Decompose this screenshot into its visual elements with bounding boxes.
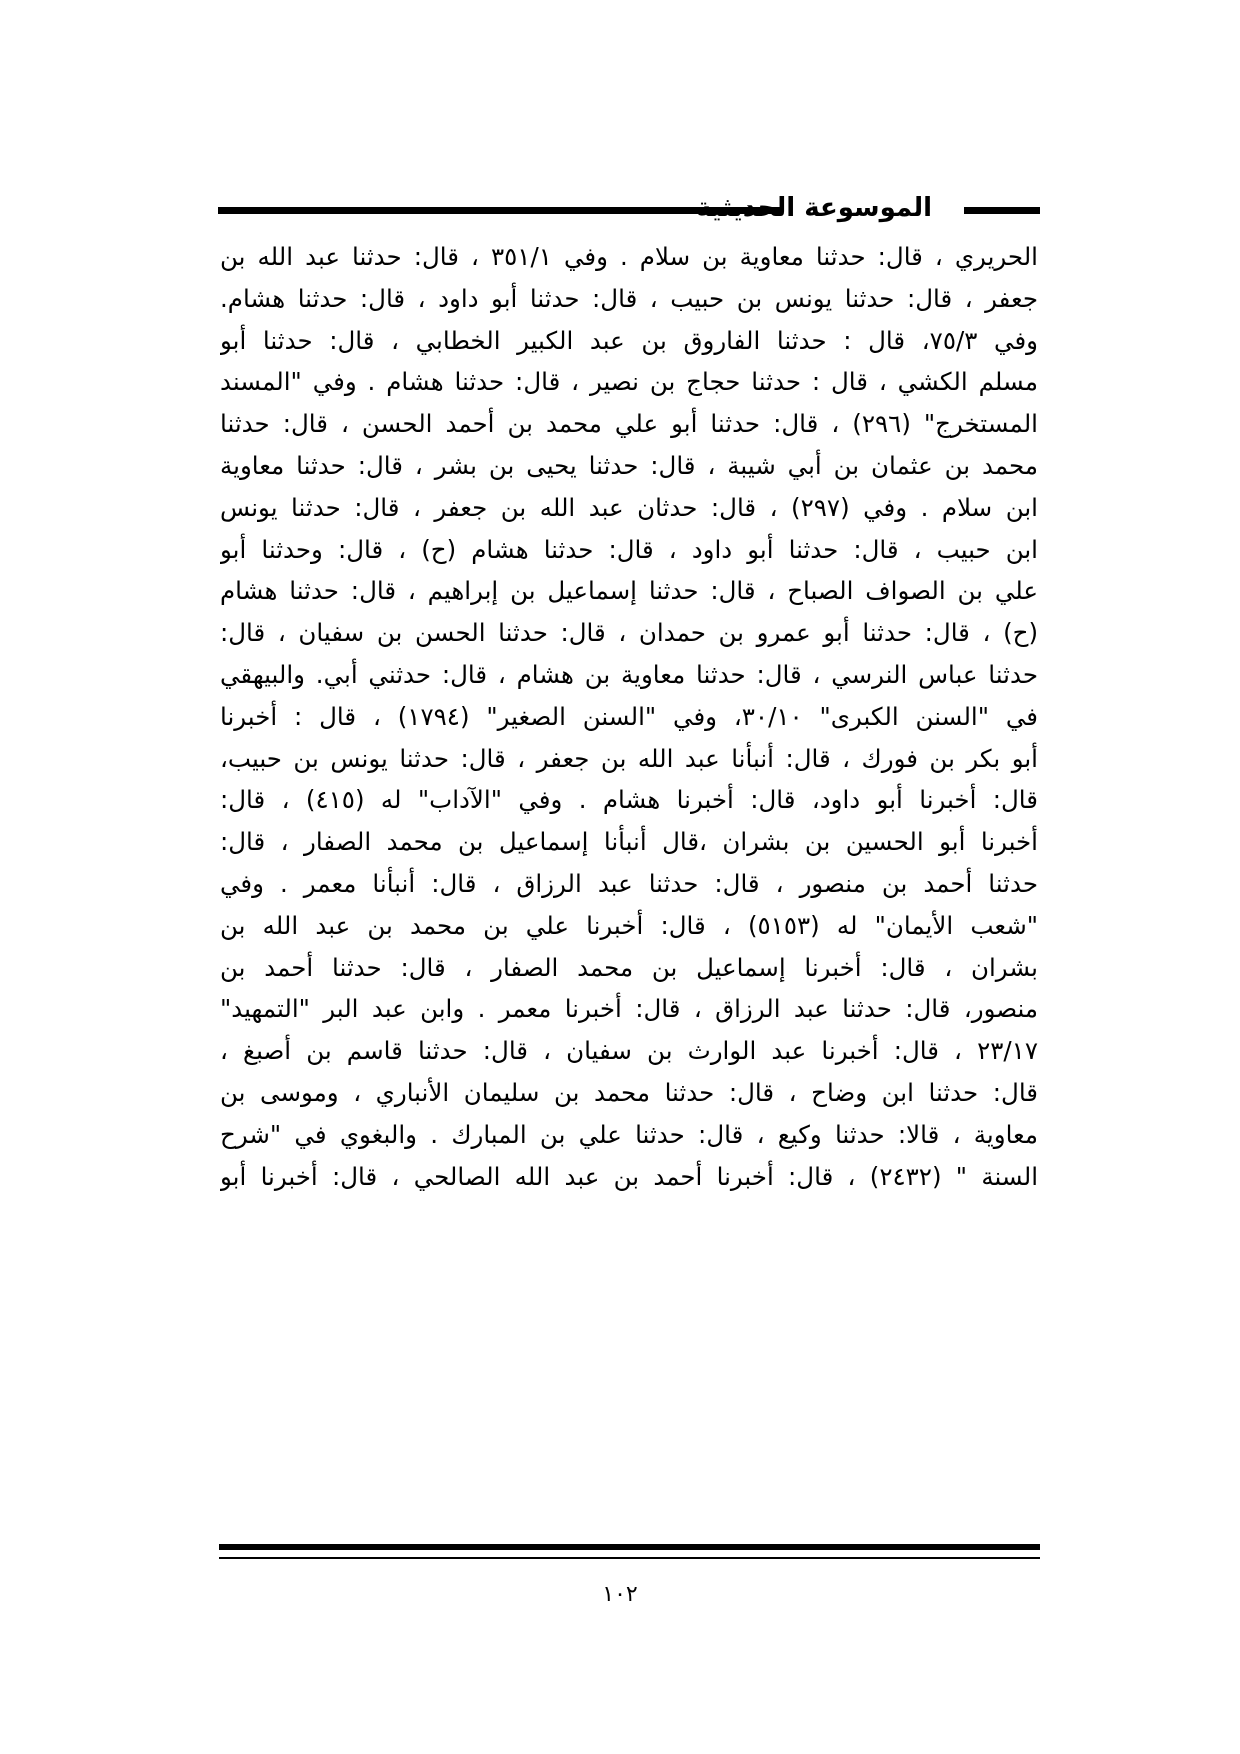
text-line: جعفر ، قال: حدثنا يونس بن حبيب ، قال: حدثنا أبو داود ، قال: حدثنا هشام. <box>220 283 1038 313</box>
text-line: علي بن الصواف الصباح ، قال: حدثنا إسماعيل بن إبراهيم ، قال: حدثنا هشام <box>220 576 1038 606</box>
text-line: السنة " (٢٤٣٢) ، قال: أخبرنا أحمد بن عبد الله الصالحي ، قال: أخبرنا أبو <box>220 1161 1038 1191</box>
text-line: في "السنن الكبرى" ٣٠/١٠، وفي "السنن الصغير" (١٧٩٤) ، قال : أخبرنا <box>220 701 1038 731</box>
text-line: محمد بن عثمان بن أبي شيبة ، قال: حدثنا يحيى بن بشر ، قال: حدثنا معاوية <box>220 450 1038 480</box>
text-line: ٢٣/١٧ ، قال: أخبرنا عبد الوارث بن سفيان ، قال: حدثنا قاسم بن أصبغ ، <box>220 1036 1038 1066</box>
text-line: مسلم الكشي ، قال : حدثنا حجاج بن نصير ، قال: حدثنا هشام . وفي "المسند <box>220 367 1038 397</box>
text-line: "شعب الأيمان" له (٥١٥٣) ، قال: أخبرنا علي بن محمد بن عبد الله بن <box>220 910 1038 940</box>
text-line: ابن حبيب ، قال: حدثنا أبو داود ، قال: حدثنا هشام (ح) ، قال: وحدثنا أبو <box>220 534 1038 564</box>
text-line: أبو بكر بن فورك ، قال: أنبأنا عبد الله بن جعفر ، قال: حدثنا يونس بن حبيب، <box>220 743 1038 773</box>
text-line: معاوية ، قالا: حدثنا وكيع ، قال: حدثنا علي بن المبارك . والبغوي في "شرح <box>220 1119 1038 1149</box>
text-line: بشران ، قال: أخبرنا إسماعيل بن محمد الصفار ، قال: حدثنا أحمد بن <box>220 952 1038 982</box>
text-line: الحريري ، قال: حدثنا معاوية بن سلام . وفي ٣٥١/١ ، قال: حدثنا عبد الله بن <box>220 242 1038 271</box>
text-line: ابن سلام . وفي (٢٩٧) ، قال: حدثان عبد الله بن جعفر ، قال: حدثنا يونس <box>220 492 1038 522</box>
page-number: ١٠٢ <box>602 1582 638 1607</box>
text-line: منصور، قال: حدثنا عبد الرزاق ، قال: أخبرنا معمر . وابن عبد البر "التمهيد" <box>220 994 1038 1024</box>
footer-rule-thin <box>219 1557 1040 1559</box>
page-title: الموسوعة الحديثية <box>695 193 932 223</box>
text-line: حدثنا عباس النرسي ، قال: حدثنا معاوية بن هشام ، قال: حدثني أبي. والبيهقي <box>220 659 1038 689</box>
page-header <box>218 190 1040 232</box>
text-line: أخبرنا أبو الحسين بن بشران ،قال أنبأنا إسماعيل بن محمد الصفار ، قال: <box>220 827 1038 857</box>
text-line: قال: أخبرنا أبو داود، قال: أخبرنا هشام . وفي "الآداب" له (٤١٥) ، قال: <box>220 785 1038 815</box>
text-line: حدثنا أحمد بن منصور ، قال: حدثنا عبد الرزاق ، قال: أنبأنا معمر . وفي <box>220 868 1038 898</box>
header-rule-right <box>964 207 1040 214</box>
text-line: قال: حدثنا ابن وضاح ، قال: حدثنا محمد بن سليمان الأنباري ، وموسى بن <box>220 1077 1038 1107</box>
footer-rule-thick <box>219 1544 1040 1550</box>
text-line: وفي ٧٥/٣، قال : حدثنا الفاروق بن عبد الكبير الخطابي ، قال: حدثنا أبو <box>220 325 1038 355</box>
text-line: المستخرج" (٢٩٦) ، قال: حدثنا أبو علي محمد بن أحمد الحسن ، قال: حدثنا <box>220 409 1038 439</box>
text-line: (ح) ، قال: حدثنا أبو عمرو بن حمدان ، قال: حدثنا الحسن بن سفيان ، قال: <box>220 618 1038 648</box>
body-text <box>220 236 1038 1197</box>
